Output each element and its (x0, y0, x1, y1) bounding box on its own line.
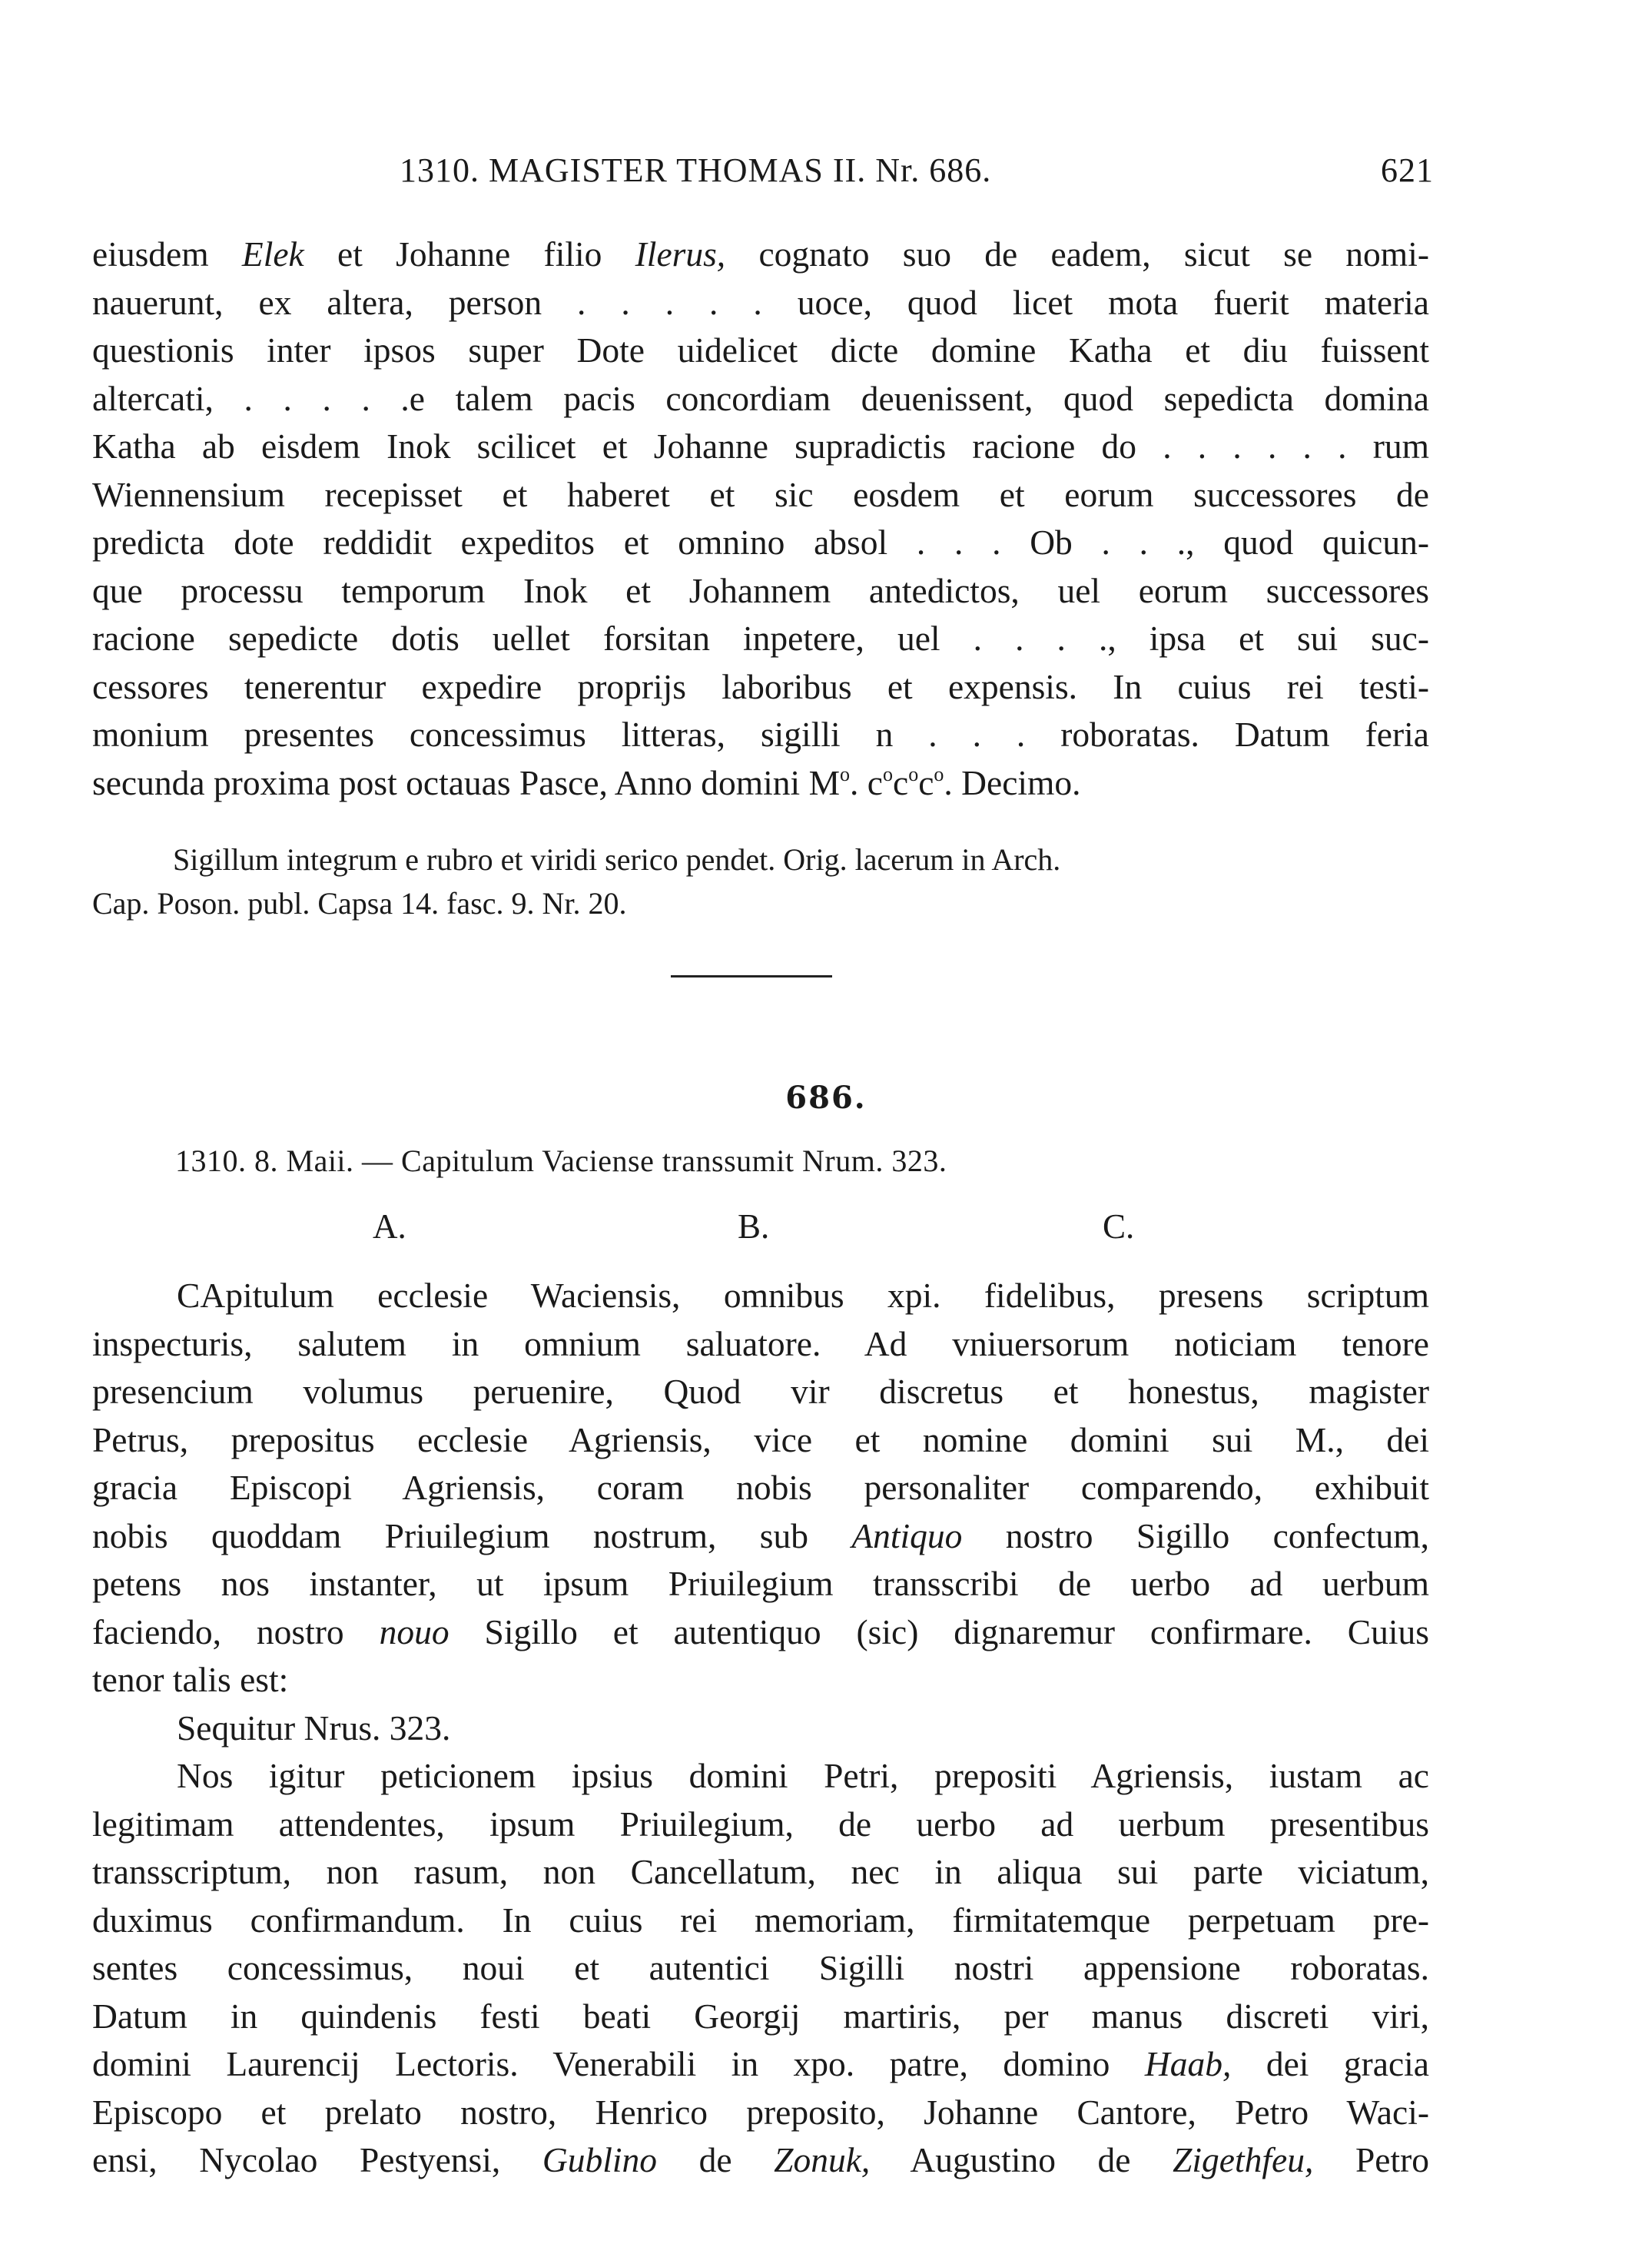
version-c: C. (1103, 1207, 1135, 1246)
text-line: cessores tenerentur expedire proprijs laboribus et expensis. In cuius rei testi- (92, 666, 1429, 706)
text-line: racione sepedicte dotis uellet forsitan inpetere, uel . . . ., ipsa et sui suc- (92, 619, 1429, 658)
italic-name: Haab, (1144, 2044, 1232, 2083)
text-line: secunda proxima post octauas Pasce, Anno domini $M^o$. $c^oc^oc^o$. Decimo. (92, 762, 1081, 802)
text-line: sentes concessimus, noui et autentici Sigilli nostri appensione roboratas. (92, 1948, 1429, 1987)
page-number: 621 (1381, 151, 1434, 189)
text-line: faciendo, nostro nouo Sigillo et autentiquo (sic) dignaremur confirmare. Cuius (92, 1611, 1429, 1651)
text-line: presencium volumus peruenire, Quod vir discretus et honestus, magister (92, 1372, 1429, 1411)
text-line: Datum in quindenis festi beati Georgij martiris, per manus discreti viri, (92, 1996, 1429, 2036)
italic-name: Ilerus, (635, 234, 726, 274)
source-note (92, 838, 1429, 925)
text-line: questionis inter ipsos super Dote uidelicet dicte domine Katha et diu fuissent (92, 330, 1429, 370)
italic-name: Elek (241, 234, 304, 274)
version-a: A. (373, 1207, 406, 1246)
continuation-text (92, 231, 1429, 807)
document-dateline: 1310. 8. Maii. — Capitulum Vaciense transsumit Nrum. 323. (175, 1143, 947, 1178)
running-title: 1310. MAGISTER THOMAS II. Nr. 686. (400, 151, 992, 189)
text-line: inspecturis, salutem in omnium saluatore. Ad vniuersorum noticiam tenore (92, 1323, 1429, 1363)
italic-name: Zonuk, (774, 2140, 871, 2179)
text-line: predicta dote reddidit expeditos et omnino absol . . . Ob . . ., quod quicun- (92, 523, 1429, 562)
text-line: CApitulum ecclesie Waciensis, omnibus xpi. fidelibus, presens scriptum (177, 1276, 1429, 1315)
superscript: o (882, 762, 893, 785)
superscript: o (840, 762, 851, 785)
text-line: gracia Episcopi Agriensis, coram nobis personaliter comparendo, exhibuit (92, 1468, 1429, 1507)
text-line: Nos igitur peticionem ipsius domini Petri, prepositi Agriensis, iustam ac (177, 1756, 1429, 1795)
text-line: monium presentes concessimus litteras, sigilli n . . . roboratas. Datum feria (92, 715, 1429, 754)
text-line: nobis quoddam Priuilegium nostrum, sub Antiquo nostro Sigillo confectum, (92, 1515, 1429, 1555)
text-line: eiusdem Elek et Johanne filio Ilerus, cognato suo de eadem, sicut se nomi- (92, 234, 1429, 274)
document-text (92, 1272, 1429, 2185)
text-line: altercati, . . . . .e talem pacis concordiam deuenissent, quod sepedicta domina (92, 378, 1429, 418)
text-line: ensi, Nycolao Pestyensi, Gublino de Zonuk, Augustino de Zigethfeu, Petro (92, 2140, 1429, 2179)
text-line: Sequitur Nrus. 323. (177, 1708, 451, 1748)
text-line: Katha ab eisdem Inok scilicet et Johanne supradictis racione do . . . . . . rum (92, 427, 1429, 466)
text-line: nauerunt, ex altera, person . . . . . uoce, quod licet mota fuerit materia (92, 282, 1429, 322)
superscript: o (934, 762, 944, 785)
superscript: o (908, 762, 919, 785)
text-line: petens nos instanter, ut ipsum Priuilegium transscribi de uerbo ad uerbum (92, 1564, 1429, 1603)
section-divider (671, 975, 832, 977)
source-note-line-2: Cap. Poson. publ. Capsa 14. fasc. 9. Nr. 20. (92, 886, 627, 921)
italic-name: nouo (379, 1611, 449, 1651)
document-number: 686. (785, 1080, 867, 1116)
text-line: domini Laurencij Lectoris. Venerabili in xpo. patre, domino Haab, dei gracia (92, 2044, 1429, 2083)
text-line: Wiennensium recepisset et haberet et sic eosdem et eorum successores de (92, 474, 1429, 514)
text-line: que processu temporum Inok et Johannem antedictos, uel eorum successores (92, 570, 1429, 610)
source-note-line-1: Sigillum integrum e rubro et viridi serico pendet. Orig. lacerum in Arch. (173, 842, 1061, 877)
text-line: Petrus, prepositus ecclesie Agriensis, vice et nomine domini sui M., dei (92, 1419, 1429, 1459)
text-line: Episcopo et prelato nostro, Henrico preposito, Johanne Cantore, Petro Waci- (92, 2092, 1429, 2132)
text-line: tenor talis est: (92, 1660, 289, 1699)
text-line: legitimam attendentes, ipsum Priuilegium, de uerbo ad uerbum presentibus (92, 1804, 1429, 1844)
italic-name: Gublino (542, 2140, 658, 2179)
italic-name: Antiquo (851, 1515, 963, 1555)
text-line: transscriptum, non rasum, non Cancellatum, nec in aliqua sui parte viciatum, (92, 1852, 1429, 1891)
text-line: duximus confirmandum. In cuius rei memoriam, firmitatemque perpetuam pre- (92, 1900, 1429, 1940)
version-b: B. (738, 1207, 770, 1246)
italic-name: Zigethfeu, (1173, 2140, 1314, 2179)
